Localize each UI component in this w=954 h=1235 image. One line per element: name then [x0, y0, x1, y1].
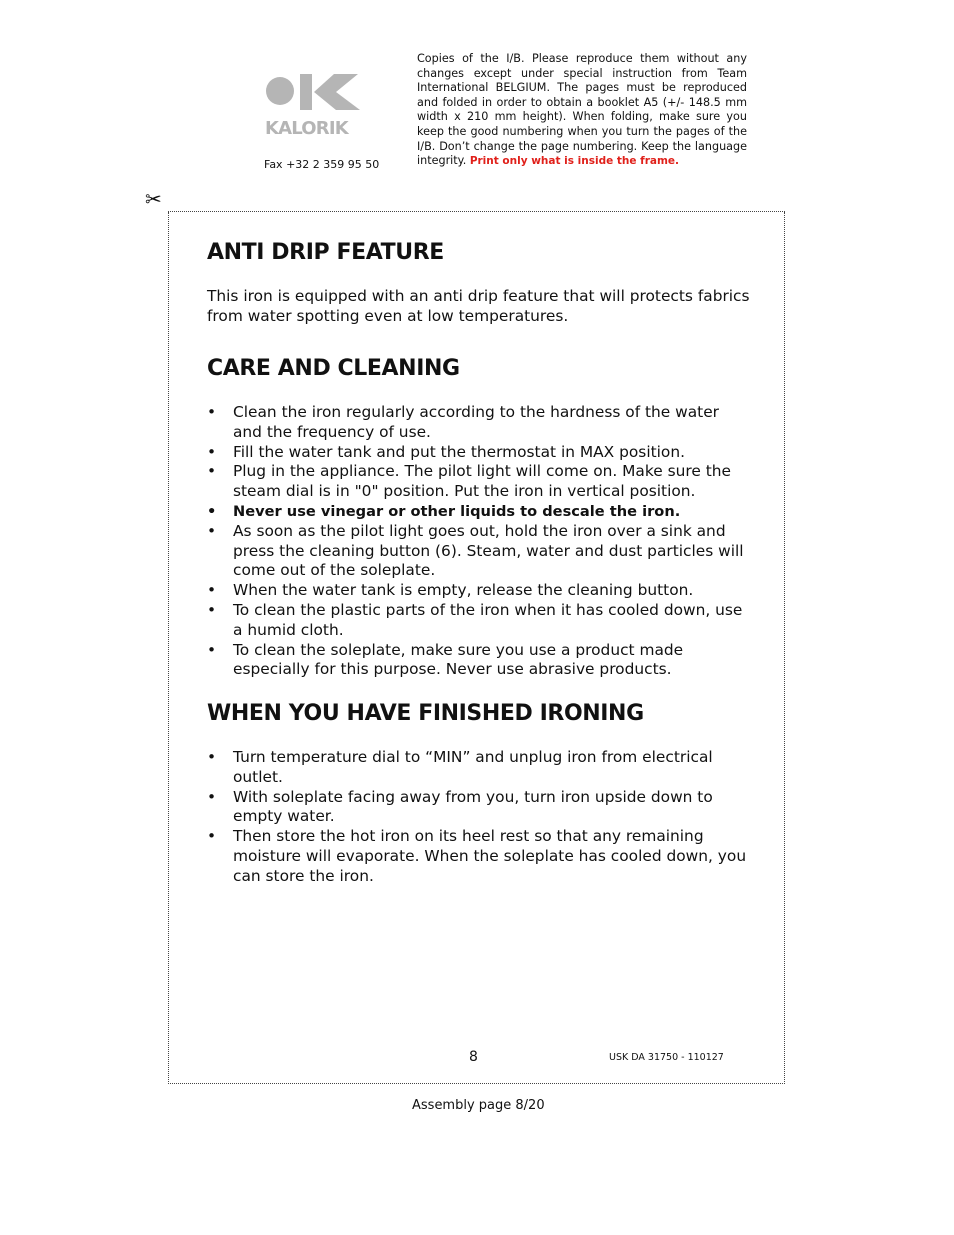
care-cleaning-list [207, 403, 747, 680]
list-item: • With soleplate facing away from you, turn iron upside down to empty water. [207, 788, 747, 828]
assembly-page: Assembly page 8/20 [412, 1098, 545, 1113]
notice-highlight: Print only what is inside the frame. [469, 155, 680, 168]
reproduction-notice [417, 52, 747, 169]
notice-text: Copies of the I/B. Please reproduce them without any changes except under special instruction from Team International BELGIUM. The pages must be reproduced and folded in order to obtain a booklet A5 (+/- 148.5 mm width x 210 mm height). When folding, make sure you keep the good numbering when you turn the pages of the I/B. Don’t change the page numbering. Keep the language integrity. [417, 52, 747, 168]
list-item: • Plug in the appliance. The pilot light will come on. Make sure the steam dial is in "0" position. Put the iron in vertical position. [207, 462, 747, 502]
list-item: • To clean the plastic parts of the iron when it has cooled down, use a humid cloth. [207, 601, 747, 641]
list-item: • To clean the soleplate, make sure you use a product made especially for this purpose. Never use abrasive products. [207, 641, 747, 681]
logo-wordmark: KALORIK [265, 118, 348, 138]
page-number: 8 [469, 1049, 478, 1065]
list-item-warning: • Never use vinegar or other liquids to descale the iron. [207, 502, 747, 522]
document-id: USK DA 31750 - 110127 [609, 1052, 724, 1063]
section-title-anti-drip: ANTI DRIP FEATURE [207, 240, 444, 265]
fax-number: Fax +32 2 359 95 50 [264, 158, 380, 171]
section-title-finished-ironing: WHEN YOU HAVE FINISHED IRONING [207, 701, 644, 726]
list-item: • Fill the water tank and put the thermostat in MAX position. [207, 443, 747, 463]
list-item: • When the water tank is empty, release the cleaning button. [207, 581, 747, 601]
anti-drip-paragraph: This iron is equipped with an anti drip feature that will protects fabrics from water spotting even at low temperatures. [207, 287, 750, 325]
scissors-icon: ✂ [145, 187, 162, 211]
list-item: • Turn temperature dial to “MIN” and unplug iron from electrical outlet. [207, 748, 747, 788]
list-item: • Then store the hot iron on its heel rest so that any remaining moisture will evaporate. When the soleplate has cooled down, you can store the iron. [207, 827, 747, 886]
list-item: • As soon as the pilot light goes out, hold the iron over a sink and press the cleaning button (6). Steam, water and dust particles will come out of the soleplate. [207, 522, 747, 581]
list-item: • Clean the iron regularly according to the hardness of the water and the frequency of use. [207, 403, 747, 443]
finished-ironing-list [207, 748, 747, 887]
kalorik-logo [264, 72, 366, 138]
section-title-care-cleaning: CARE AND CLEANING [207, 356, 460, 381]
